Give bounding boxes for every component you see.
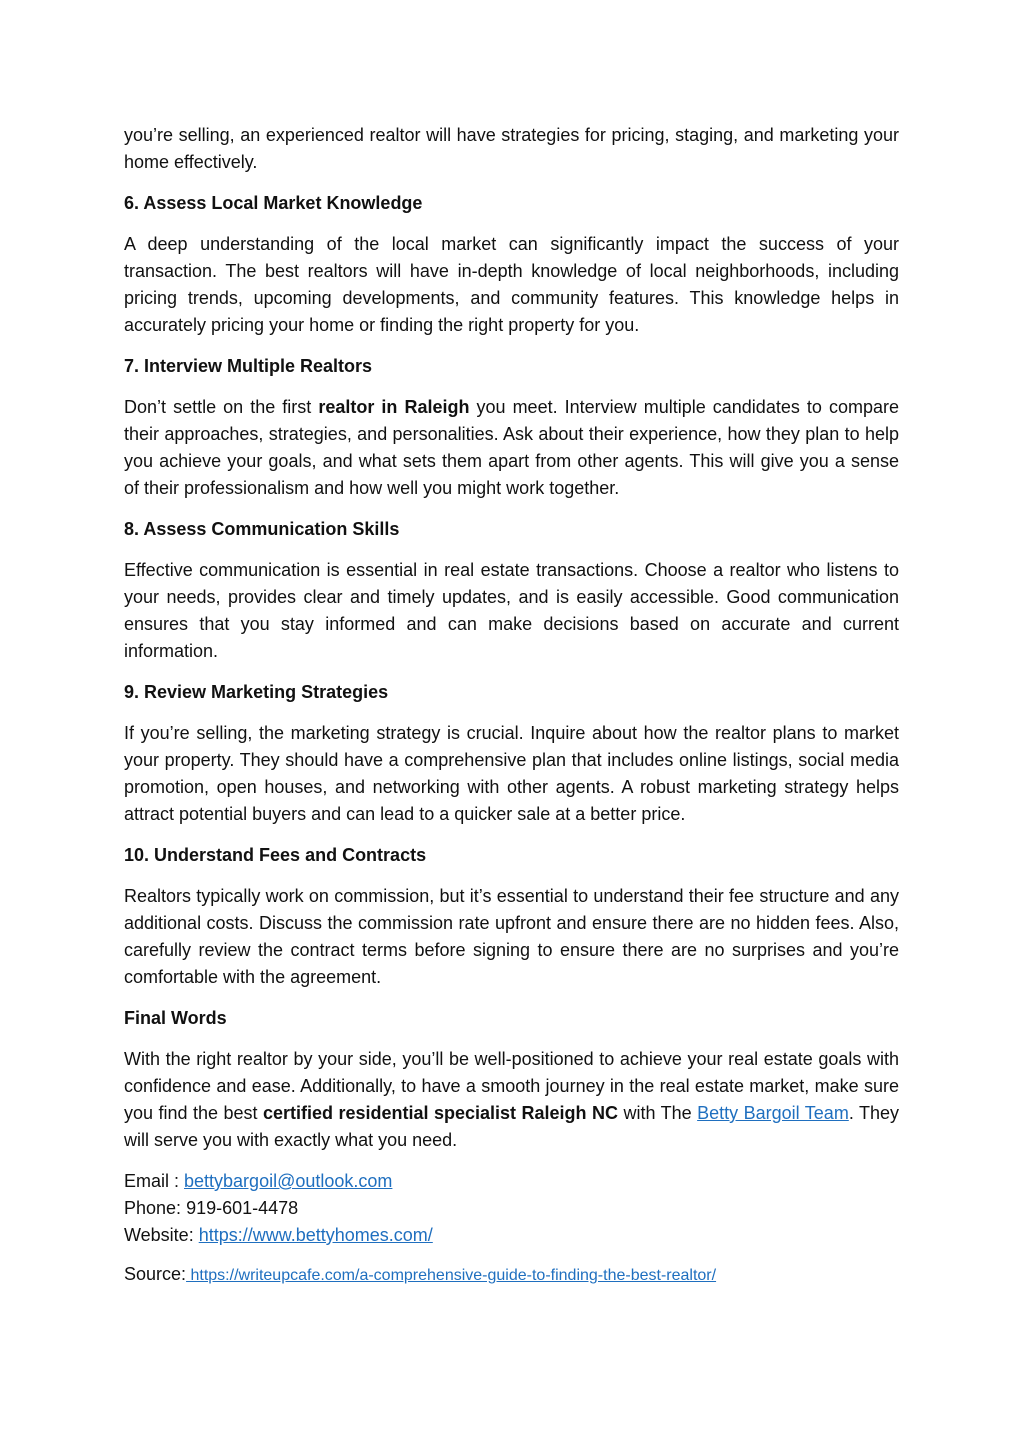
section-heading-local-market: 6. Assess Local Market Knowledge	[124, 193, 423, 213]
website-label: Website:	[124, 1225, 199, 1245]
section-body-final-words	[124, 1046, 899, 1154]
betty-bargoil-team-link[interactable]: Betty Bargoil Team	[697, 1103, 849, 1123]
final-text-end: . They will serve you with exactly what you need.	[124, 1103, 899, 1150]
email-label: Email :	[124, 1171, 185, 1191]
final-text-start: With the right realtor by your side, you’ll be well-positioned to achieve your real estate goals with confidence and ease. Additionally, to have a smooth journey in the real estate market, make sure you find the best	[124, 1049, 899, 1123]
section-body-local-market: A deep understanding of the local market can significantly impact the success of your transaction. The best realtors will have in-depth knowledge of local neighborhoods, including pricing trends, upcoming developments, and community features. This knowledge helps in accurately pricing your home or finding the right property for you.	[124, 234, 899, 335]
section-heading-marketing: 9. Review Marketing Strategies	[124, 682, 389, 702]
section-heading-final-words: Final Words	[124, 1008, 227, 1028]
phone-line	[124, 1195, 899, 1222]
contact-block	[124, 1168, 899, 1249]
email-link[interactable]: bettybargoil@outlook.com	[184, 1171, 393, 1191]
section-body-fees: Realtors typically work on commission, but it’s essential to understand their fee structure and any additional costs. Discuss the commission rate upfront and ensure there are no hidden fees. Also, carefully review the contract terms before signing to ensure there are no surprises and you’re comfortable with the agreement.	[124, 886, 899, 987]
source-label: Source:	[124, 1264, 187, 1284]
email-line	[124, 1168, 899, 1195]
final-text-mid: with The	[618, 1103, 698, 1123]
phone-number: 919-601-4478	[186, 1198, 299, 1218]
website-link[interactable]: https://www.bettyhomes.com/	[198, 1225, 433, 1245]
interview-bold-keyword: realtor in Raleigh	[318, 397, 470, 417]
interview-text-end: you meet. Interview multiple candidates to compare their approaches, strategies, and personalities. Ask about their experience, how they plan to help you achieve your goals, and what sets them apart from other agents. This will give you a sense of their professionalism and how well you might work together.	[124, 397, 899, 498]
interview-text-start: Don’t settle on the first	[124, 397, 319, 417]
section-heading-interview: 7. Interview Multiple Realtors	[124, 356, 373, 376]
section-body-interview	[124, 394, 899, 502]
intro-paragraph: you’re selling, an experienced realtor will have strategies for pricing, staging, and marketing your home effectively.	[124, 125, 899, 172]
section-heading-communication: 8. Assess Communication Skills	[124, 519, 400, 539]
website-line	[124, 1222, 899, 1249]
document-page	[124, 122, 899, 1289]
phone-label: Phone:	[124, 1198, 187, 1218]
source-line	[124, 1261, 899, 1289]
source-link[interactable]: https://writeupcafe.com/a-comprehensive-guide-to-finding-the-best-realtor/	[186, 1267, 717, 1284]
section-body-marketing: If you’re selling, the marketing strategy is crucial. Inquire about how the realtor plans to market your property. They should have a comprehensive plan that includes online listings, social media promotion, open houses, and networking with other agents. A robust marketing strategy helps attract potential buyers and can lead to a quicker sale at a better price.	[124, 723, 899, 824]
section-heading-fees: 10. Understand Fees and Contracts	[124, 845, 427, 865]
final-bold-keyword: certified residential specialist Raleigh NC	[262, 1103, 618, 1123]
section-body-communication: Effective communication is essential in real estate transactions. Choose a realtor who listens to your needs, provides clear and timely updates, and is easily accessible. Good communication ensures that you stay informed and can make decisions based on accurate and current information.	[124, 560, 899, 661]
